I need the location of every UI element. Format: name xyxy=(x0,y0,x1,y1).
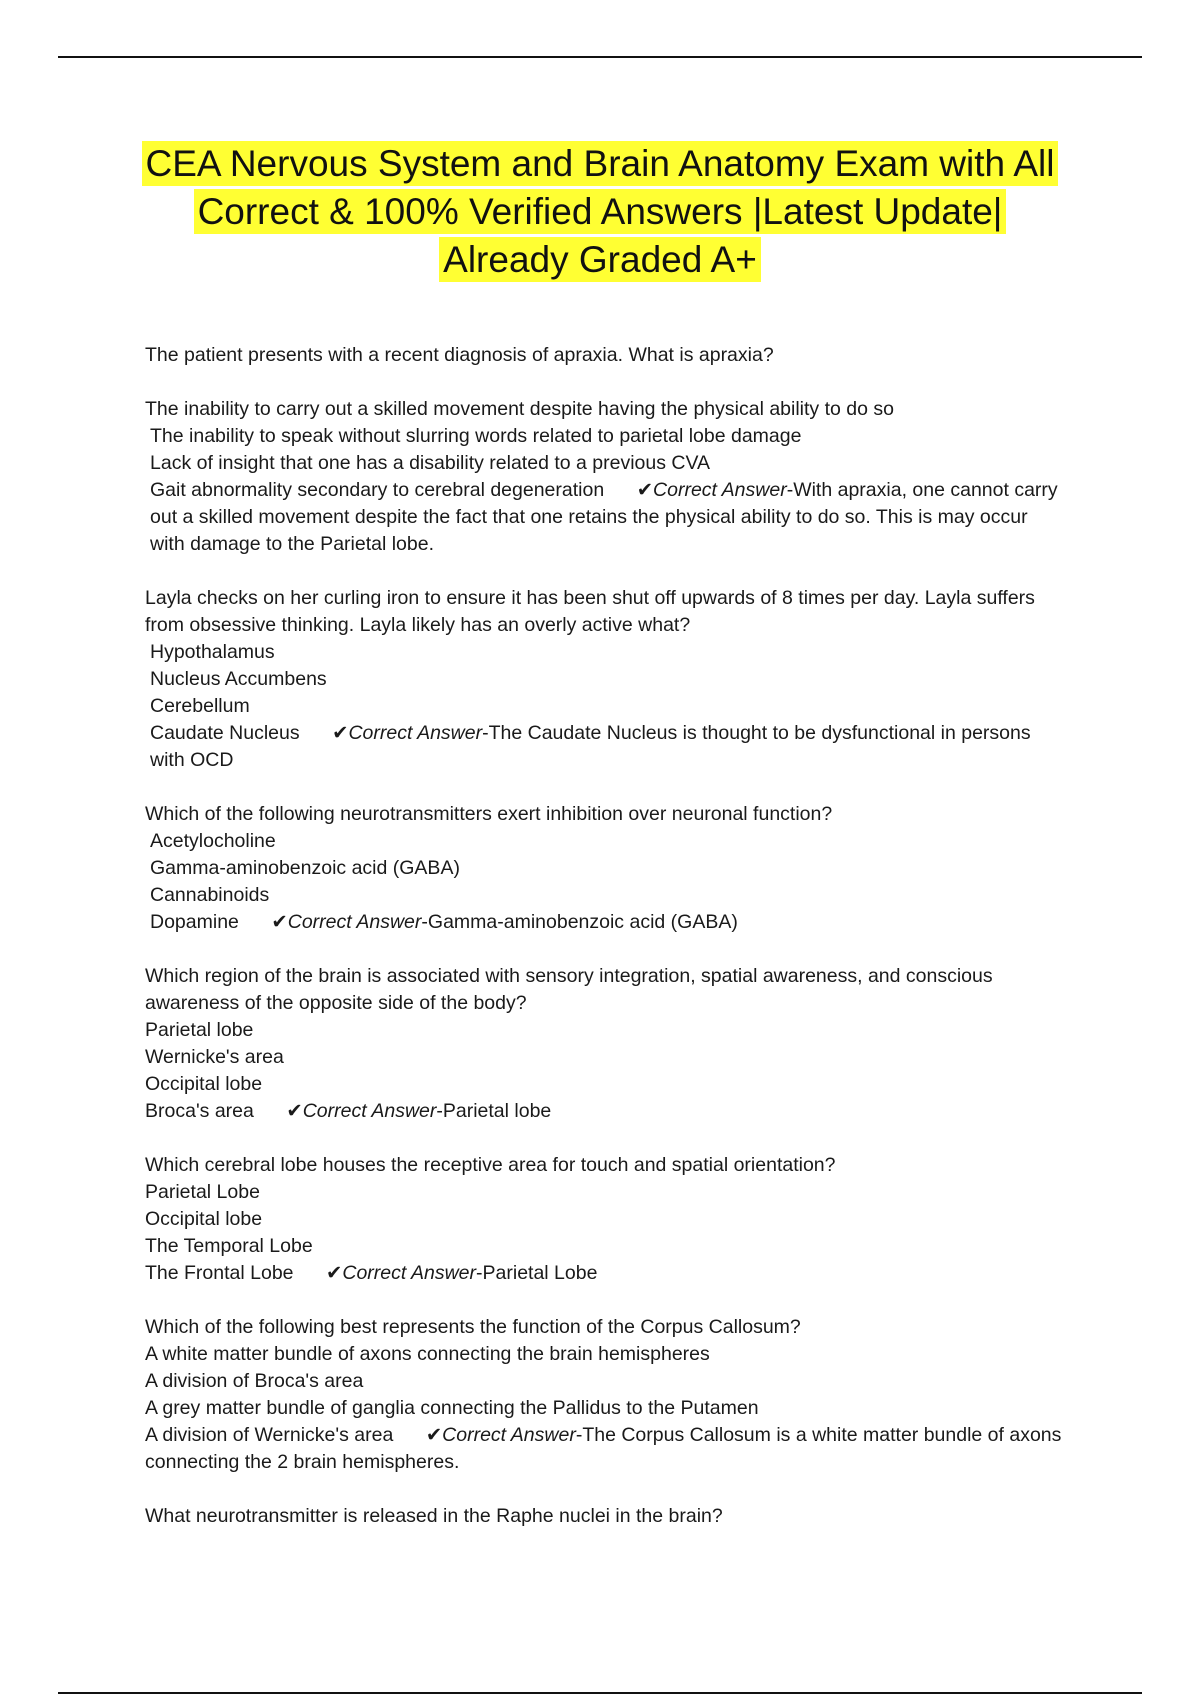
correct-answer-label: Correct Answer xyxy=(348,722,483,744)
answer-text: -Gamma-aminobenzoic acid (GABA) xyxy=(421,911,738,933)
question-text: Which of the following neurotransmitters exert inhibition over neuronal function? xyxy=(145,803,833,825)
question-text: Layla checks on her curling iron to ensure it has been shut off upwards of 8 times per day. Layla suffers from obsessive thinking. Layla likely has an overly active what? xyxy=(145,587,1041,636)
answer-text: -The Corpus Callosum is a white matter bundle of axons connecting the 2 brain hemispheres. xyxy=(145,1424,1067,1473)
option-with-answer xyxy=(145,1422,1065,1476)
question-block xyxy=(145,963,1065,1125)
check-mark-icon: ✔ xyxy=(332,722,349,744)
option-text: Lack of insight that one has a disability related to a previous CVA xyxy=(150,452,711,474)
option-text: Parietal Lobe xyxy=(145,1181,260,1203)
document-title xyxy=(100,140,1100,284)
title-line-2: Correct & 100% Verified Answers |Latest Update| xyxy=(194,189,1007,234)
title-line-3: Already Graded A+ xyxy=(439,237,761,282)
correct-answer-label: Correct Answer xyxy=(287,911,422,933)
question-block xyxy=(145,1503,1065,1530)
option-text: A white matter bundle of axons connecting the brain hemispheres xyxy=(145,1343,710,1365)
option-with-answer xyxy=(145,909,1065,936)
option-text: Acetylocholine xyxy=(150,830,276,852)
option-text: Cannabinoids xyxy=(150,884,270,906)
option-text: A grey matter bundle of ganglia connecting the Pallidus to the Putamen xyxy=(145,1397,759,1419)
question-block xyxy=(145,342,1065,558)
question-block xyxy=(145,801,1065,936)
question-text: Which cerebral lobe houses the receptive area for touch and spatial orientation? xyxy=(145,1154,836,1176)
option-with-answer xyxy=(145,477,1065,558)
check-mark-icon: ✔ xyxy=(286,1100,303,1122)
option-text: Wernicke's area xyxy=(145,1046,284,1068)
question-text: The patient presents with a recent diagnosis of apraxia. What is apraxia? xyxy=(145,344,774,366)
correct-answer-label: Correct Answer xyxy=(302,1100,437,1122)
option-text: Gait abnormality secondary to cerebral degeneration xyxy=(150,479,605,501)
question-list xyxy=(145,342,1065,1530)
option-text: Occipital lobe xyxy=(145,1073,263,1095)
option-text: Gamma-aminobenzoic acid (GABA) xyxy=(150,857,460,879)
option-text: Nucleus Accumbens xyxy=(150,668,327,690)
question-text: What neurotransmitter is released in the Raphe nuclei in the brain? xyxy=(145,1505,723,1527)
option-text: The inability to carry out a skilled movement despite having the physical ability to do so xyxy=(145,398,894,420)
answer-text: -The Caudate Nucleus is thought to be dysfunctional in persons with OCD xyxy=(150,722,1037,771)
option-text: Cerebellum xyxy=(150,695,250,717)
top-rule xyxy=(58,56,1142,58)
question-text: Which region of the brain is associated with sensory integration, spatial awareness, and conscious awareness of the opposite side of the body? xyxy=(145,965,999,1014)
option-text: The Frontal Lobe xyxy=(145,1262,294,1284)
option-with-answer xyxy=(145,1098,1065,1125)
option-text: Hypothalamus xyxy=(150,641,275,663)
option-with-answer xyxy=(145,1260,1065,1287)
option-text: The inability to speak without slurring words related to parietal lobe damage xyxy=(150,425,802,447)
answer-text: -Parietal lobe xyxy=(436,1100,552,1122)
question-text: Which of the following best represents the function of the Corpus Callosum? xyxy=(145,1316,801,1338)
option-text: A division of Broca's area xyxy=(145,1370,364,1392)
check-mark-icon: ✔ xyxy=(425,1424,443,1446)
option-text: Caudate Nucleus xyxy=(150,722,300,744)
correct-answer-label: Correct Answer xyxy=(653,479,787,501)
option-with-answer xyxy=(145,720,1065,774)
answer-text: -With apraxia, one cannot carry out a skilled movement despite the fact that one retains the physical ability to do so. This is may occur with damage to the Parietal lobe. xyxy=(150,479,1064,555)
check-mark-icon: ✔ xyxy=(636,479,654,501)
question-block xyxy=(145,1152,1065,1287)
check-mark-icon: ✔ xyxy=(271,911,288,933)
option-text: Broca's area xyxy=(145,1100,254,1122)
check-mark-icon: ✔ xyxy=(326,1262,343,1284)
option-text: A division of Wernicke's area xyxy=(145,1424,394,1446)
option-text: Parietal lobe xyxy=(145,1019,254,1041)
question-block xyxy=(145,1314,1065,1476)
correct-answer-label: Correct Answer xyxy=(442,1424,576,1446)
option-text: Dopamine xyxy=(150,911,239,933)
option-text: Occipital lobe xyxy=(145,1208,263,1230)
option-text: The Temporal Lobe xyxy=(145,1235,313,1257)
bottom-rule xyxy=(58,1692,1142,1694)
answer-text: -Parietal Lobe xyxy=(476,1262,598,1284)
title-line-1: CEA Nervous System and Brain Anatomy Exam with All xyxy=(142,141,1059,186)
question-block xyxy=(145,585,1065,774)
correct-answer-label: Correct Answer xyxy=(342,1262,477,1284)
